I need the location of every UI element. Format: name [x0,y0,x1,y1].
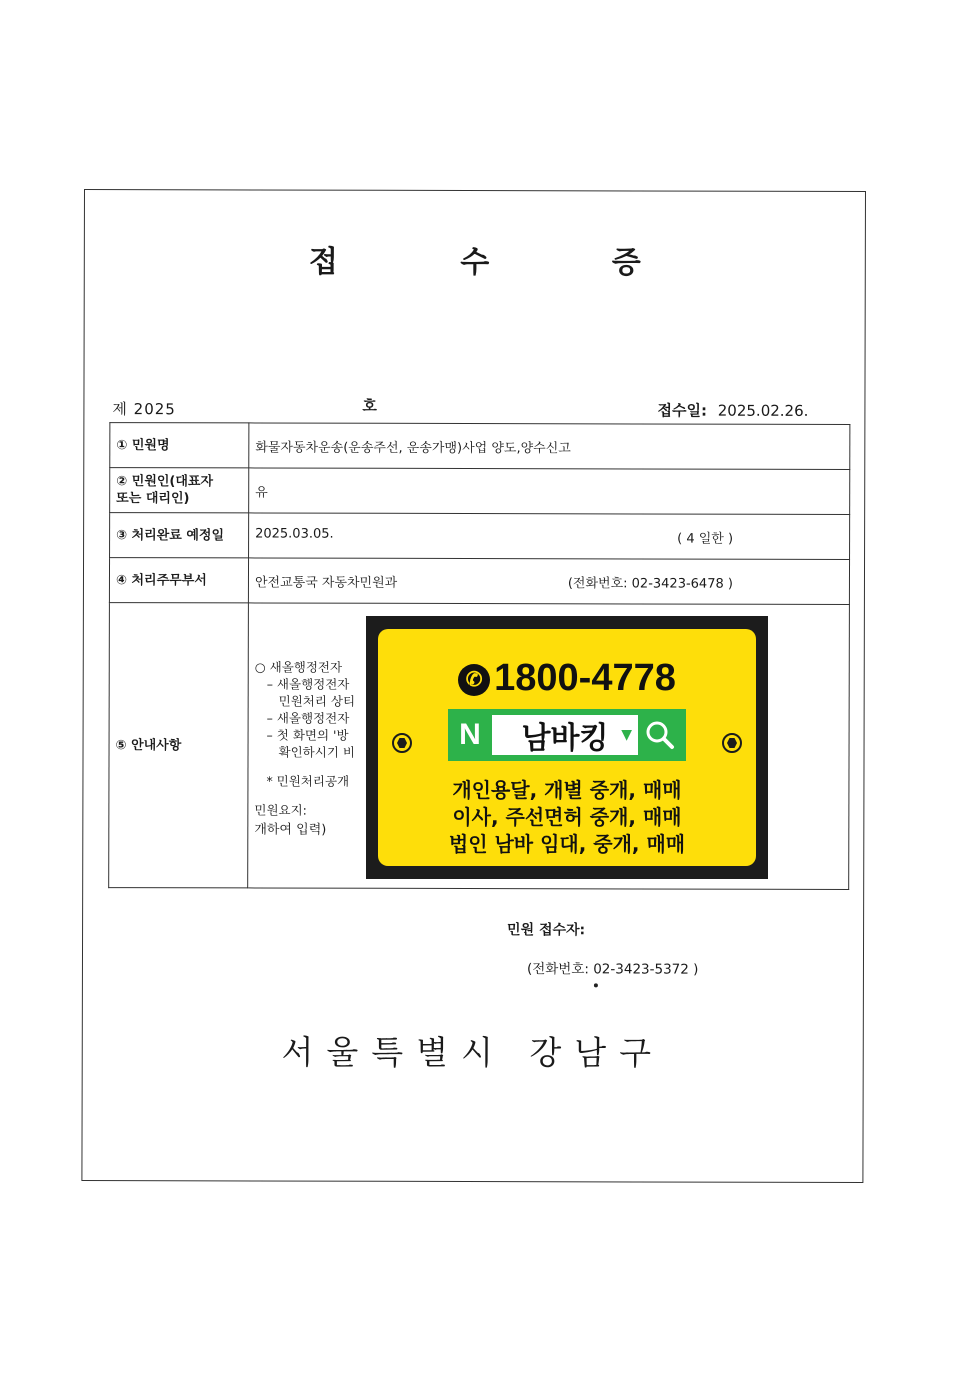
naver-logo-icon: N [459,718,481,751]
note-line: * 민원처리공개 [266,772,350,789]
row-key: ① 민원명 [110,423,249,468]
note-line: 민원처리 상티 [278,693,356,709]
ad-sticker-panel [378,629,756,866]
row-key: ② 민원인(대표자 또는 대리인) [110,468,249,513]
row-value: 2025.03.05. [255,525,334,542]
row-value: 안전교통국 자동차민원과 [254,574,398,591]
magnifier-icon [638,719,682,751]
bolt-icon [392,733,412,753]
receiver-phone: (전화번호: 02-3423-5372 ) [526,961,699,978]
ad-sticker [366,616,768,879]
dropdown-triangle-icon: ▼ [621,727,632,743]
phone-icon: ✆ [458,664,490,696]
note-line-tail: 개하여 [254,821,293,838]
naver-search-bar [448,709,686,761]
row-value: 화물자동차운송(운송주선, 운송가맹)사업 양도,양수신고 [249,423,850,470]
ad-phone [378,657,756,700]
table-row [110,468,850,515]
receipt-number-prefix: 제 2025 [112,400,176,419]
receipt-number [112,396,377,419]
search-term-box [492,715,638,755]
received-date-label: 접수일: [657,401,708,420]
table-row [110,423,850,470]
ad-phone-number: 1800-4778 [494,657,676,699]
row-key: ⑤ 안내사항 [109,603,249,888]
ad-tagline: 이사, 주선면허 중개, 매매 [452,805,682,829]
row-key: ④ 처리주무부서 [109,558,248,603]
note-line: – 새올행정전자 [266,675,350,692]
note-line: ○ 새올행정전자 [254,658,343,675]
row-extra: (전화번호: 02-3423-6478 ) [567,575,733,592]
row-extra: ( 4 일한 ) [677,531,734,547]
received-date [657,400,808,421]
table-row [110,513,850,560]
bolt-icon [722,733,742,753]
note-line: 민원요지: [254,801,307,818]
receiver-label: 민원 접수자: [507,922,586,939]
table-row [109,558,849,605]
ad-tagline: 개인용달, 개별 중개, 매매 [452,778,682,802]
ad-tagline: 법인 남바 임대, 중개, 매매 [448,832,686,856]
search-term: 남바킹 [521,721,609,756]
row-key: ③ 처리완료 예정일 [110,513,249,558]
document-title: 접 수 증 [308,244,697,281]
issuing-office: 서울특별시 강남구 [281,1032,665,1073]
note-line: 확인하시기 비 [278,744,355,760]
note-line: – 첫 화면의 '방 [266,726,349,743]
receipt-number-suffix: 호 [362,396,377,415]
ad-taglines [378,777,756,858]
ink-dot [594,983,598,987]
row-value: 유 [249,468,850,515]
note-line-tail: 입력) [296,822,327,838]
received-date-value: 2025.02.26. [717,401,809,420]
note-line: – 새올행정전자 [266,709,350,726]
